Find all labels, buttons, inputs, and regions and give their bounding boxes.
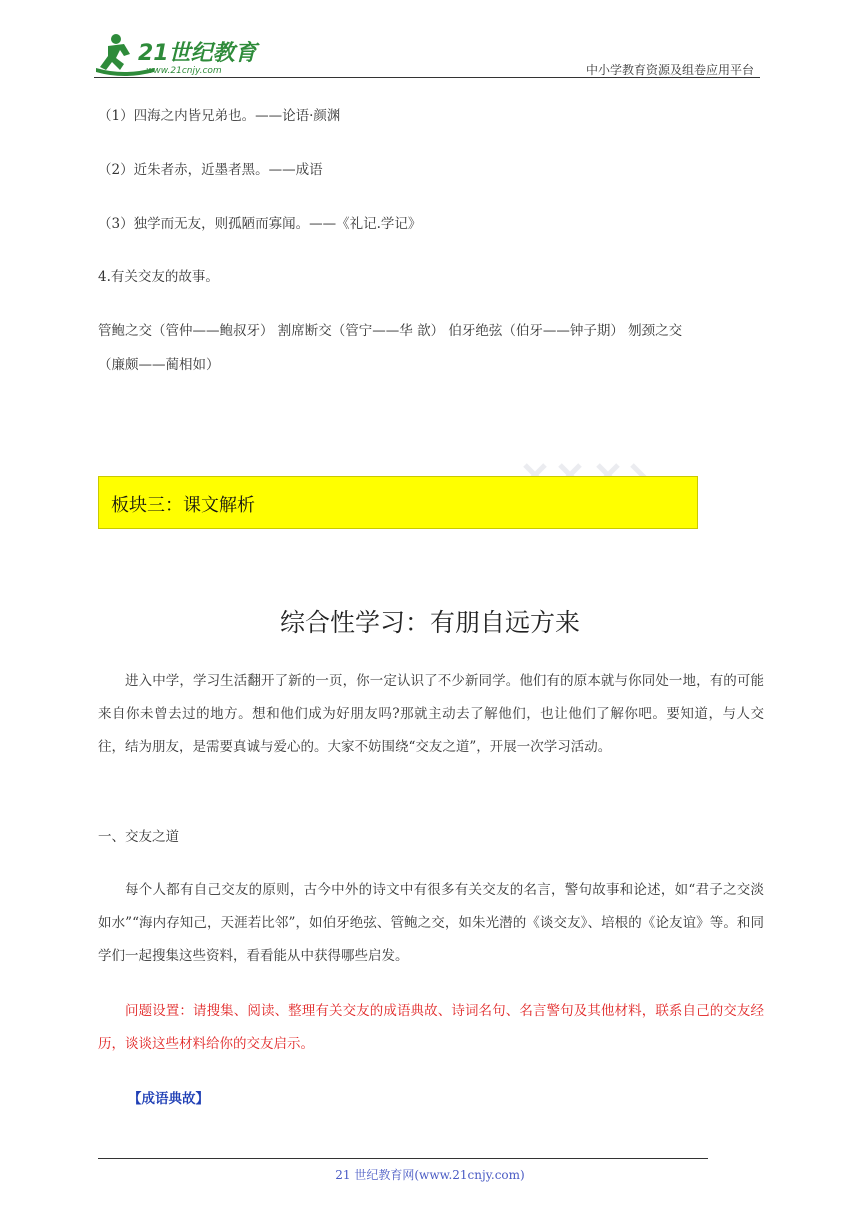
principle-paragraph: 每个人都有自己交友的原则，古今中外的诗文中有很多有关交友的名言，警句故事和论述，如“君子之交淡如水”“海内存知己，天涯若比邻”，如伯牙绝弦、管鲍之交，如朱光潜的《谈交友》、培根的《论友谊》等。和同学们一起搜集这些资料，看看能从中获得哪些启发。: [98, 882, 764, 964]
subsection-heading: 一、交友之道: [98, 829, 179, 845]
svg-text:21世纪教育: 21世纪教育: [138, 41, 257, 66]
header-divider: [94, 77, 760, 78]
quote-2: （2）近朱者赤，近墨者黑。——成语: [98, 162, 323, 178]
footer-text: 21 世纪教育网(www.21cnjy.com): [335, 1168, 525, 1182]
section-title: 板块三：课文解析: [111, 495, 255, 516]
friendship-stories-line-1: 管鲍之交（管仲——鲍叔牙） 割席断交（管宁——华 歆） 伯牙绝弦（伯牙——钟子期） 刎颈之交: [98, 323, 683, 339]
item-4-heading: 4.有关交友的故事。: [98, 269, 219, 285]
friendship-stories-line-2: （廉颇——蔺相如）: [98, 357, 220, 373]
question-prompt: 问题设置：请搜集、阅读、整理有关交友的成语典故、诗词名句、名言警句及其他材料，联系自己的交友经历，谈谈这些材料给你的交友启示。: [98, 1003, 764, 1052]
quote-3: （3）独学而无友，则孤陋而寡闻。——《礼记.学记》: [98, 216, 422, 232]
intro-paragraph: 进入中学，学习生活翻开了新的一页，你一定认识了不少新同学。他们有的原本就与你同处一地，有的可能来自你未曾去过的地方。想和他们成为好朋友吗?那就主动去了解他们，也让他们了解你吧。要知道，与人交往，结为朋友，是需要真诚与爱心的。大家不妨围绕“交友之道”，开展一次学习活动。: [98, 673, 764, 755]
section-banner: [98, 476, 698, 529]
site-logo: [94, 30, 264, 78]
page-header: [94, 30, 760, 80]
footer-divider: [98, 1158, 708, 1159]
page-title: 综合性学习：有朋自远方来: [279, 608, 580, 637]
quote-1: （1）四海之内皆兄弟也。——论语·颜渊: [98, 108, 341, 124]
platform-name: 中小学教育资源及组卷应用平台: [585, 63, 754, 77]
idiom-section-label: 【成语典故】: [128, 1091, 209, 1107]
svg-text:www.21cnjy.com: www.21cnjy.com: [146, 66, 222, 76]
